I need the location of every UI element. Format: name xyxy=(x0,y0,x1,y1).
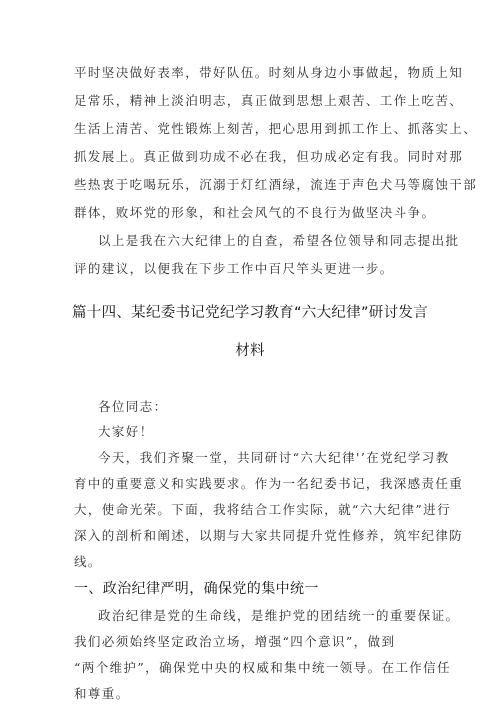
text-line: 深入的剖析和阐述，以期与大家共同提升党性修养，筑牢纪律防 xyxy=(74,528,464,543)
text-line: 以上是我在六大纪律上的自查，希望各位领导和同志提出批 xyxy=(98,233,460,248)
text-line: 大，使命光荣。下面，我将结合工作实际，就“六大纪律”进行 xyxy=(74,502,451,517)
text-line: 抓发展上。真正做到功成不必在我，但功成必定有我。同时对那 xyxy=(74,149,464,164)
document-title-continued: 材料 xyxy=(235,343,265,359)
salutation: 各位同志： xyxy=(98,399,168,414)
greeting: 大家好！ xyxy=(98,424,154,439)
text-line: 政治纪律是党的生命线，是维护党的团结统一的重要保证。 xyxy=(98,608,460,623)
document-title: 篇十四、某纪委书记党纪学习教育“六大纪律”研讨发言 xyxy=(71,305,429,321)
text-line: 生活上清苦、党性锻炼上刻苦，把心思用到抓工作上、抓落实上、 xyxy=(74,121,478,136)
text-line: 线。 xyxy=(74,554,102,569)
text-line: 群体，败坏党的形象，和社会风气的不良行为做坚决斗争。 xyxy=(74,205,436,220)
text-line: “两个维护”，确保党中央的权威和集中统一领导。在工作信任 xyxy=(74,660,451,675)
text-line: 我们必须始终坚定政治立场，增强“四个意识”，做到 xyxy=(74,634,396,649)
text-line: 和尊重。 xyxy=(74,686,130,701)
text-line: 育中的重要意义和实践要求。作为一名纪委书记，我深感责任重 xyxy=(74,476,464,491)
text-line: 评的建议，以便我在下步工作中百尺竿头更进一步。 xyxy=(74,261,394,276)
section-heading: 一、政治纪律严明，确保党的集中统一 xyxy=(74,581,319,597)
text-line: 平时坚决做好表率，带好队伍。时刻从身边小事做起，物质上知 xyxy=(74,65,464,80)
text-line: 些热衷于吃喝玩乐，沉溺于灯红酒绿，流连于声色犬马等腐蚀干部 xyxy=(74,177,478,192)
text-line: 足常乐，精神上淡泊明志，真正做到思想上艰苦、工作上吃苦、 xyxy=(74,93,464,108)
text-line: 今天，我们齐聚一堂，共同研讨“六大纪律'’在党纪学习教 xyxy=(98,450,450,465)
